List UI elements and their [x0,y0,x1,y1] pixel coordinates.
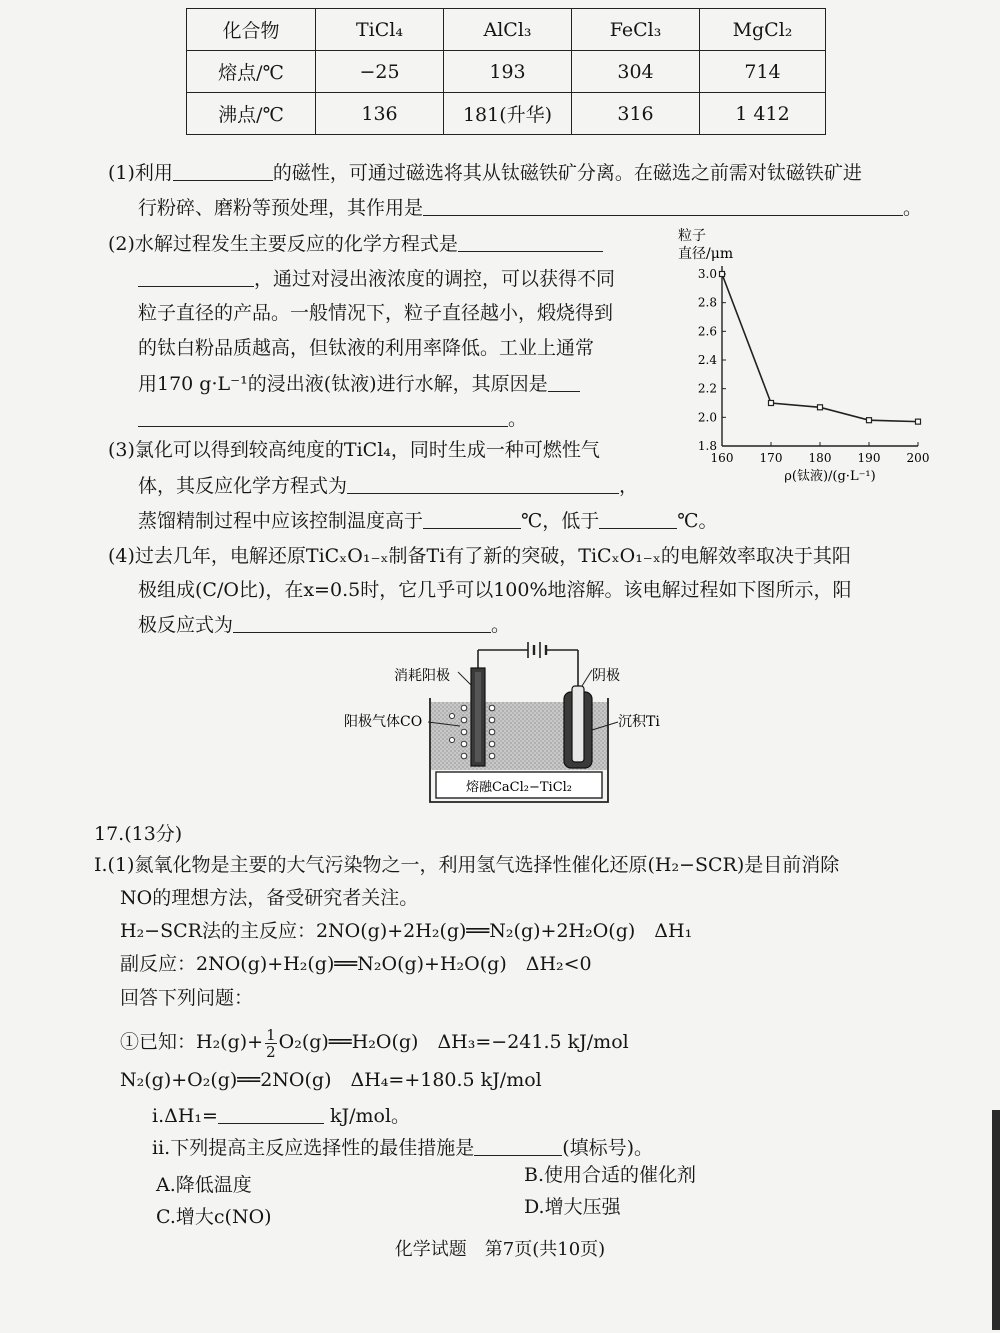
series-line [722,274,918,422]
data-point [818,405,823,410]
cathode-electrode [564,686,592,768]
q17-line7: N₂(g)+O₂(g)══2NO(g) ΔH₄=+180.5 kJ/mol [120,1069,542,1091]
option-a[interactable]: A.降低温度 [156,1174,252,1196]
page-footer: 化学试题 第7页(共10页) [394,1239,606,1260]
table-cell: 熔点/℃ [187,51,316,93]
q2-blank-1[interactable] [458,231,603,252]
table-cell: 316 [572,93,700,135]
q4-text-a: 极反应式为 [138,614,234,636]
q3-blank-2[interactable] [423,508,521,529]
q1-text-c: 行粉碎、磨粉等预处理，其作用是 [138,197,424,219]
table-header-row [187,9,826,51]
particle-size-chart [676,224,938,484]
q2-line5 [138,371,580,396]
q3-line1: (3)氯化可以得到较高纯度的TiCl₄，同时生成一种可燃性气 [108,439,600,461]
q1-blank-1[interactable] [173,160,273,181]
x-tick-label: 190 [857,451,881,465]
scan-edge-bar [992,1110,1000,1330]
fraction-denominator: 2 [266,1042,276,1061]
q1-text-d: 。 [903,197,923,219]
y-tick-label: 2.4 [697,353,717,367]
fraction-numerator: 1 [266,1025,276,1044]
q17-text-8a: ⅰ.ΔH₁= [152,1105,218,1127]
q1-line1 [108,160,862,185]
q1-blank-2[interactable] [423,195,903,216]
q3-blank-3[interactable] [599,508,677,529]
table-cell: 193 [444,51,572,93]
y-tick-label: 2.0 [697,410,717,425]
table-header-cell: AlCl₃ [444,9,572,51]
q3-text-d: ℃，低于 [521,510,600,532]
anode-electrode [471,668,485,766]
q17-text-6b: O₂(g)══H₂O(g) ΔH₃=−241.5 kJ/mol [278,1031,629,1053]
q17-line1: Ⅰ.(1)氮氧化物是主要的大气污染物之一，利用氢气选择性催化还原(H₂−SCR)是目前消除 [94,854,840,876]
y-tick-label: 2.8 [697,295,717,310]
q3-text-a: 体，其反应化学方程式为 [138,475,348,497]
electrolysis-diagram [330,630,690,810]
y-tick-label: 2.2 [697,381,717,396]
data-point [769,401,774,406]
table-header-cell: 化合物 [187,9,316,51]
properties-table [186,8,826,135]
anode-label: 消耗阳极 [394,668,450,684]
q17-text-8b: kJ/mol。 [329,1105,411,1127]
table-row [187,51,826,93]
table-cell: 181(升华) [444,93,572,135]
q2-text-1: (2)水解过程发生主要反应的化学方程式是 [108,233,458,255]
table-cell: 304 [572,51,700,93]
battery-icon [478,642,578,692]
q17-text-9b: (填标号)。 [562,1137,654,1159]
q17-blank-1[interactable] [218,1103,324,1124]
q1-text-a: (1)利用 [108,162,173,184]
q2-text-6: 。 [508,408,528,430]
q17-line8 [152,1103,410,1128]
q17-heading: 17.(13分) [94,823,183,845]
y-tick-label: 2.6 [697,324,717,339]
table-cell: 沸点/℃ [187,93,316,135]
q2-text-2: ，通过对浸出液浓度的调控，可以获得不同 [254,268,616,290]
x-tick-label: 180 [808,451,832,465]
q3-text-b: ， [619,475,639,497]
y-tick-label: 3.0 [697,267,717,281]
x-axis-label: ρ(钛液)/(g·L⁻¹) [784,469,876,484]
q3-line3 [138,508,718,533]
q17-line6 [120,1022,629,1062]
cathode-label: 阴极 [592,668,620,684]
q4-line1: (4)过去几年，电解还原TiCₓO₁₋ₓ制备Ti有了新的突破，TiCₓO₁₋ₓ的电解效率取决于其阳 [108,545,851,567]
q17-line4: 副反应：2NO(g)+H₂(g)══N₂O(g)+H₂O(g) ΔH₂<0 [120,953,592,975]
gas-label: 阳极气体CO [344,714,423,730]
table-row [187,93,826,135]
table-cell: 136 [316,93,444,135]
q1-line2 [138,195,922,220]
q17-line9 [152,1135,653,1160]
option-c[interactable]: C.增大c(NO) [156,1206,272,1228]
q3-text-c: 蒸馏精制过程中应该控制温度高于 [138,510,424,532]
q17-blank-2[interactable] [474,1135,562,1156]
data-point [867,418,872,423]
q3-blank-1[interactable] [347,473,619,494]
q1-text-b: 的磁性，可通过磁选将其从钛磁铁矿分离。在磁选之前需对钛磁铁矿进 [272,162,862,184]
table-header-cell: MgCl₂ [700,9,826,51]
q2-blank-3b[interactable] [138,406,508,427]
option-d[interactable]: D.增大压强 [524,1196,621,1218]
x-tick-label: 170 [759,451,783,465]
deposit-label: 沉积Ti [618,714,660,730]
q2-blank-3a[interactable] [548,371,580,392]
one-half-fraction [265,1027,277,1060]
q2-line3: 粒子直径的产品。一般情况下，粒子直径越小，煅烧得到 [138,302,614,324]
q17-line5: 回答下列问题： [120,987,254,1009]
table-cell: −25 [316,51,444,93]
q4-line2: 极组成(C/O比)，在x=0.5时，它几乎可以100%地溶解。该电解过程如下图所示，阳 [138,579,852,601]
q17-text-9a: ⅱ.下列提高主反应选择性的最佳措施是 [152,1137,475,1159]
q17-line2: NO的理想方法，备受研究者关注。 [120,887,419,909]
q2-text-5: 用170 g·L⁻¹的浸出液(钛液)进行水解，其原因是 [138,373,548,395]
q4-text-b: 。 [491,614,511,636]
q17-text-6a: ①已知：H₂(g)+ [120,1031,264,1053]
q2-line1 [108,231,603,256]
q17-line3: H₂−SCR法的主反应：2NO(g)+2H₂(g)══N₂(g)+2H₂O(g) ΔH₁ [120,920,693,942]
y-tick-label: 1.8 [697,439,717,453]
q2-blank-2[interactable] [138,266,254,287]
q2-line2 [138,266,615,291]
y-axis-label: 粒子 [678,228,706,244]
q3-text-e: ℃。 [677,510,718,532]
x-tick-label: 160 [710,451,734,465]
q2-line4: 的钛白粉品质越高，但钛液的利用率降低。工业上通常 [138,337,595,359]
q2-line6 [138,406,527,431]
y-axis-label-unit: 直径/μm [678,246,734,262]
table-cell: 714 [700,51,826,93]
q3-line2 [138,473,638,498]
data-point [720,272,725,277]
melt-label: 熔融CaCl₂−TiCl₂ [465,780,573,795]
table-header-cell: FeCl₃ [572,9,700,51]
data-point [916,419,921,424]
table-header-cell: TiCl₄ [316,9,444,51]
table-cell: 1 412 [700,93,826,135]
x-tick-label: 200 [906,451,930,465]
option-b[interactable]: B.使用合适的催化剂 [524,1164,697,1186]
